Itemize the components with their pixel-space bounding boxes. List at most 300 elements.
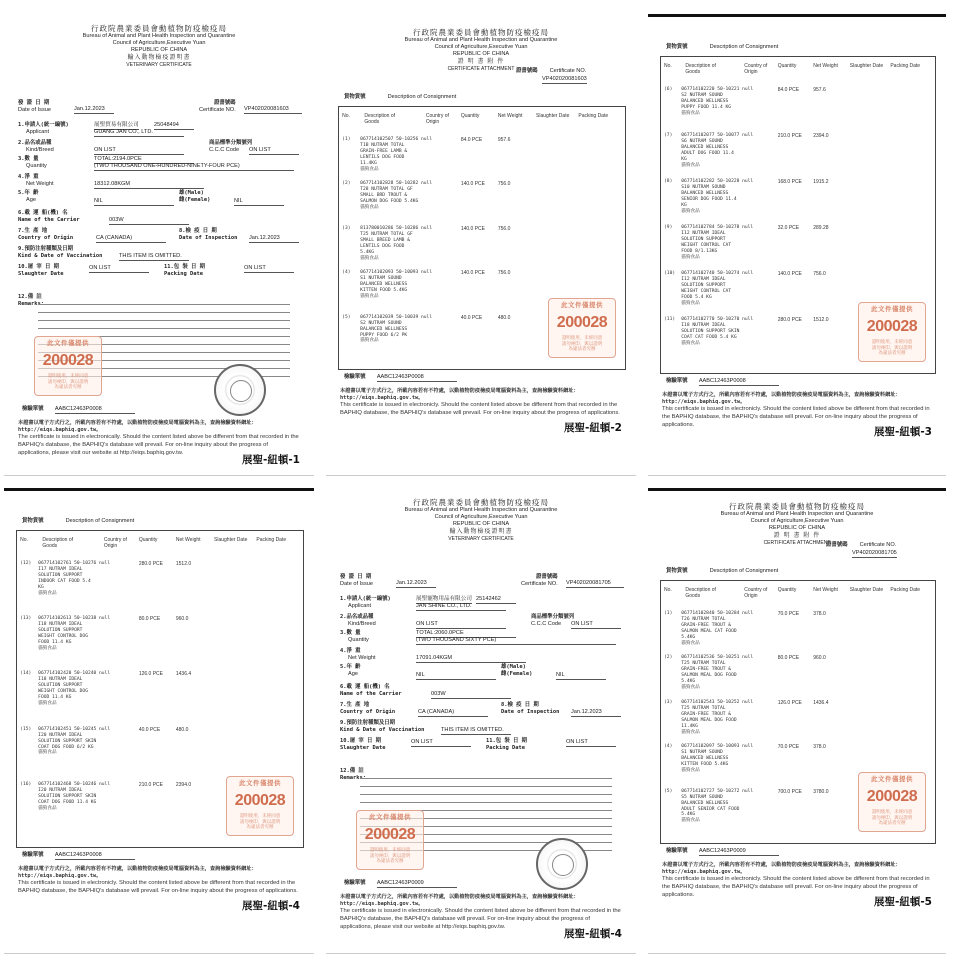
certificate-panel: [326, 488, 636, 954]
item-quantity: 80.0 PCE: [777, 655, 800, 662]
electronic-notice: [340, 388, 622, 418]
item-number: (7): [664, 133, 673, 138]
certificate-number: VP402020081603: [542, 76, 587, 82]
watermark-stamp: [858, 302, 926, 362]
bureau-name-zh: 行政院農業委員會動植物防疫檢疫局: [413, 498, 549, 507]
item-number: (9): [664, 225, 673, 230]
official-seal: [536, 838, 588, 890]
item-quantity: 140.0 PCE: [777, 271, 802, 277]
consignment-heading: [666, 44, 778, 51]
item-quantity: 70.0 PCE: [777, 611, 800, 617]
item-number: (2): [342, 181, 351, 187]
column-header-qty: Quantity: [777, 63, 797, 69]
column-header-no: No.: [664, 587, 672, 593]
ccc-label-zh: 商品標準分類號列: [209, 140, 253, 146]
reference-number: AABC12463P0008: [55, 406, 135, 414]
quantity-label: Quantity: [348, 637, 369, 643]
item-net-weight: 756.0: [497, 270, 511, 277]
attachment-title-en: CERTIFICATE ATTACHMENT: [447, 65, 515, 72]
reference-number-row: [22, 852, 135, 860]
consignment-label-en: Description of Consignment: [387, 94, 457, 100]
slaughter-label: 10.屠 宰 日 期 Slaughter Date: [340, 738, 386, 751]
certificate-number-row: [826, 542, 896, 549]
carrier-label: 6.載 運 船(機) 名 Name of the Carrier: [340, 684, 402, 697]
age-label-zh: 5.年 齡: [18, 190, 39, 196]
applicant-name-zh: 展聖貿易有限公司: [94, 122, 139, 128]
cert-no-label: Certificate NO.: [199, 107, 236, 113]
item-number: (4): [664, 744, 673, 750]
cert-no-label-zh: 證書號碼: [536, 574, 558, 580]
notice-en: This certificate is issued in electronicly. Should the content listed above be different from that recorded in the BAPHIQ database, the BAPHIQ's database will prevail. For on-line inquiry about the progress of applications.: [18, 880, 298, 894]
column-header-slaughter: Slaughter Date: [849, 587, 884, 593]
column-header-net: Net Weight: [497, 113, 523, 119]
item-number: (11): [664, 317, 676, 322]
cert-no-label: Certificate NO.: [521, 581, 558, 587]
inspection-date: Jan.12.2023: [571, 709, 621, 717]
item-net-weight: 480.0: [497, 314, 511, 321]
document-header: [326, 498, 636, 542]
certificate-title-zh: 輸入動物檢疫證明書: [449, 528, 513, 536]
item-number: (5): [664, 788, 673, 794]
electronic-notice: [18, 866, 300, 896]
certificate-number: VP402020081603: [244, 106, 302, 114]
consignment-label-zh: 貨物貨號: [22, 518, 44, 524]
country-of-origin: CA (CANADA): [418, 709, 488, 717]
item-net-weight: 957.6: [813, 87, 826, 93]
reference-number: AABC12463P0008: [699, 378, 779, 386]
panel-top-border: [648, 14, 946, 17]
column-header-desc: Description of Goods: [364, 113, 395, 126]
item-number: (15): [20, 726, 32, 732]
item-quantity: 84.0 PCE: [777, 87, 800, 93]
country-name: REPUBLIC OF CHINA: [768, 525, 826, 532]
item-description: 067714102840 50-10284 null T26 NUTRAM TOTAL GRAIN-FREE TROUT & SALMON MEAL CAT FOOD 5.4KG 貓狗食品: [681, 611, 754, 646]
bureau-name-zh: 行政院農業委員會動植物防疫檢疫局: [729, 502, 865, 511]
consignment-label-zh: 貨物貨號: [344, 94, 366, 100]
vaccination-value: THIS ITEM IS OMITTED.: [119, 253, 189, 261]
panel-top-border: [648, 488, 946, 491]
reference-number-row: [22, 406, 135, 414]
inspection-date: Jan.12.2023: [249, 235, 299, 243]
council-name: Council of Agriculture,Executive Yuan: [112, 40, 206, 47]
attachment-title-en: CERTIFICATE ATTACHMENT: [763, 539, 831, 546]
panel-bottom-border: [326, 475, 636, 476]
item-number: (4): [342, 270, 351, 276]
column-header-net: Net Weight: [813, 587, 838, 593]
item-description: 067714102451 50-10245 null I20 NUTRAM IDEAL SOLUTION SUPPORT SKIN COAT DOG FOOD 6/2 KG 貓狗食品: [38, 726, 111, 756]
column-header-country: Country of Origin: [425, 113, 449, 126]
column-header-desc: Description of Goods: [685, 63, 716, 76]
country-name: REPUBLIC OF CHINA: [130, 47, 188, 54]
age-label: Age: [26, 197, 36, 203]
kind-label-zh: 2.品名或品種: [340, 614, 374, 620]
item-quantity: 280.0 PCE: [777, 317, 802, 323]
origin-label: 7.生 產 地 Country of Origin: [340, 702, 396, 715]
item-quantity: 80.0 PCE: [138, 616, 161, 623]
notice-zh: 本證書以電子方式行之，所載內容若有不符處，以動植物防疫檢疫局電腦資料為主，查詢檢驗資料網址：http://eiqs.baphiq.gov.tw。: [18, 866, 257, 880]
item-net-weight: 1915.2: [813, 179, 829, 185]
item-number: (10): [664, 271, 676, 276]
item-description: 067714102097 50-10093 null S1 NUTRAM SOUND BALANCED WELLNESS KITTEN FOOD 5.4KG 貓狗食品: [681, 744, 754, 774]
item-description: 067714102784 50-10278 null I12 NUTRAM IDEAL SOLUTION SUPPORT WEIGHT CONTROL CAT FOOD 8/1.13KG 貓狗食品: [681, 225, 754, 260]
net-label-zh: 4.淨 重: [340, 648, 361, 654]
kind-value: ON LIST: [416, 621, 506, 629]
item-quantity: 32.0 PCE: [777, 225, 800, 231]
column-header-qty: Quantity: [138, 537, 158, 543]
watermark-stamp: [548, 298, 616, 358]
consignment-heading: [22, 518, 134, 525]
item-description: 067714102420 50-10240 null I18 NUTRAM IDEAL SOLUTION SUPPORT WEIGHT CONTROL DOG FOOD 11.4 KG 貓狗食品: [38, 671, 111, 707]
item-quantity: 168.0 PCE: [777, 179, 802, 185]
applicant-id: 25142462: [476, 596, 516, 604]
document-header: [326, 28, 636, 72]
carrier-name: 003W: [109, 217, 189, 225]
reference-number-row: [666, 848, 779, 856]
notice-en: This certificate is issued in electronicly. Should the content listed above be different from that recorded in the BAPHIQ database, the BAPHIQ's database will prevail. For on-line inquiry about the progress of applications.: [662, 406, 930, 428]
watermark-stamp: [34, 336, 102, 396]
item-description: 067714102761 50-10276 null I17 NUTRAM IDEAL SOLUTION SUPPORT INDOOR CAT FOOD 5.4 KG 貓狗食品: [38, 561, 111, 596]
stamp-number: 200028: [556, 314, 608, 332]
document-header: [4, 24, 314, 68]
consignment-heading: [666, 568, 778, 575]
certificate-panel: [648, 488, 946, 954]
item-net-weight: 3780.0: [813, 788, 829, 795]
item-net-weight: 960.0: [813, 655, 826, 662]
carrier-name: 003W: [431, 691, 511, 699]
column-header-packing: Packing Date: [256, 537, 287, 543]
panel-tag: 展聖-紐頓-4: [241, 900, 300, 912]
remarks-line: [360, 802, 612, 803]
reference-number-row: [344, 880, 457, 888]
attachment-title-zh: 證 明 書 附 件: [457, 58, 505, 66]
item-number: (2): [664, 655, 673, 661]
item-net-weight: 2394.0: [175, 781, 192, 788]
reference-label: 檢驗單號: [666, 848, 691, 854]
packing-label: 11.包 裝 日 期 Packing Date: [486, 738, 528, 751]
ccc-value: ON LIST: [249, 147, 299, 155]
notice-zh: 本證書以電子方式行之，所載內容若有不符處，以動植物防疫檢疫局電腦資料為主，查詢檢驗資料網址：http://eiqs.baphiq.gov.tw。: [662, 862, 901, 876]
net-label: Net Weight: [26, 181, 54, 187]
item-quantity: 210.0 PCE: [777, 133, 802, 139]
applicant-name-zh: 展聖寵物用品有限公司: [416, 596, 472, 602]
stamp-title: 此文件僅提供: [871, 776, 913, 783]
watermark-stamp: [356, 810, 424, 870]
panel-tag: 展聖-紐頓-3: [873, 426, 932, 438]
column-header-packing: Packing Date: [890, 587, 921, 593]
item-net-weight: 756.0: [497, 225, 511, 232]
watermark-stamp: [858, 772, 926, 832]
item-number: (5): [342, 314, 351, 320]
item-number: (16): [20, 781, 32, 787]
age-value: NIL: [416, 672, 496, 680]
item-net-weight: 1512.0: [813, 317, 829, 323]
item-description: 067714102039 50-10039 null S2 NUTRAM SOUND BALANCED WELLNESS PUPPY FOOD 6/2 PK 貓狗食品: [360, 314, 433, 344]
bureau-name-zh: 行政院農業委員會動植物防疫檢疫局: [91, 24, 227, 33]
bureau-name-en: Bureau of Animal and Plant Health Inspection and Quarantine: [82, 33, 236, 40]
certificate-panel: [4, 488, 314, 954]
item-description: 067714102220 50-10221 null S2 NUTRAM SOUND BALANCED WELLNESS PUPPY FOOD 11.4 KG 貓狗食品: [681, 87, 754, 116]
remarks-line: [360, 778, 612, 779]
stamp-number: 200028: [42, 352, 94, 370]
item-quantity: 280.0 PCE: [138, 561, 163, 567]
column-header-country: Country of Origin: [103, 537, 127, 550]
cert-no-label: Certificate NO.: [549, 68, 587, 74]
certificate-title-en: VETERINARY CERTIFICATE: [448, 535, 514, 542]
column-header-net: Net Weight: [813, 63, 838, 69]
item-number: (3): [664, 699, 673, 705]
stamp-number: 200028: [866, 318, 918, 336]
stamp-subtext: 證明使用，未經同意 請勿複印，與以證明 為違法者究辦: [871, 809, 913, 826]
electronic-notice: [662, 392, 932, 429]
panel-tag: 展聖-紐頓-1: [241, 454, 300, 466]
panel-bottom-border: [648, 475, 946, 476]
item-quantity: 126.0 PCE: [777, 699, 802, 706]
reference-label: 檢驗單號: [344, 374, 369, 380]
column-header-slaughter: Slaughter Date: [849, 63, 884, 69]
item-net-weight: 2394.0: [813, 133, 829, 139]
item-net-weight: 480.0: [175, 726, 189, 733]
stamp-subtext: 證明使用，未經同意 請勿複印，與以證明 為違法者究辦: [239, 813, 281, 830]
stamp-subtext: 證明使用，未經同意 請勿複印，與以證明 為違法者究辦: [561, 335, 603, 352]
carrier-label: 6.載 運 船(機) 名 Name of the Carrier: [18, 210, 80, 223]
country-name: REPUBLIC OF CHINA: [452, 521, 510, 528]
stamp-title: 此文件僅提供: [561, 302, 603, 309]
item-quantity: 40.0 PCE: [460, 314, 483, 321]
council-name: Council of Agriculture,Executive Yuan: [750, 518, 844, 525]
kind-value: ON LIST: [94, 147, 184, 155]
item-description: 067714102613 50-10238 null I18 NUTRAM IDEAL SOLUTION SUPPORT WEIGHT CONTROL DOG FOOD 11.4 KG 貓狗食品: [38, 616, 111, 652]
item-net-weight: 756.0: [497, 181, 511, 188]
sex-label: 雄(Male) 雌(Female): [501, 664, 533, 677]
vaccination-value: THIS ITEM IS OMITTED.: [441, 727, 511, 735]
column-header-qty: Quantity: [777, 587, 797, 593]
column-header-packing: Packing Date: [890, 63, 921, 69]
origin-label: 7.生 產 地 Country of Origin: [18, 228, 74, 241]
packing-label: 11.包 裝 日 期 Packing Date: [164, 264, 206, 277]
certificate-panel: [4, 14, 314, 476]
panel-top-border: [4, 488, 314, 491]
stamp-title: 此文件僅提供: [47, 340, 89, 347]
remarks-line: [38, 312, 290, 313]
column-header-packing: Packing Date: [578, 113, 609, 119]
item-description: 067714102077 50-10077 null S6 NUTRAM SOUND BALANCED WELLNESS ADULT DOG FOOD 11.4 KG 貓狗食品: [681, 133, 754, 168]
remarks-line: [360, 794, 612, 795]
panel-bottom-border: [326, 953, 636, 954]
item-description: 067714102282 50-10228 null S10 NUTRAM SOUND BALANCED WELLNESS SENIOR DOG FOOD 11.4 KG 貓狗食品: [681, 179, 754, 214]
item-description: 067714102507 50-10256 null T1B NUTRAM TOTAL GRAIN-FREE LAMB & LENTILS DOG FOOD 11.4KG 貓狗食品: [360, 137, 433, 172]
panel-tag: 展聖-紐頓-2: [563, 422, 622, 434]
column-header-country: Country of Origin: [744, 587, 768, 600]
date-of-issue: Jan.12.2023: [396, 580, 436, 588]
item-number: (6): [664, 87, 673, 92]
date-issue-label: Date of Issue: [340, 581, 373, 587]
vaccination-label: 9.預防注射種類及日期 Kind & Date of Vaccination: [18, 246, 103, 259]
certificate-panel: [648, 14, 946, 476]
column-header-no: No.: [664, 63, 672, 69]
item-quantity: 126.0 PCE: [138, 671, 163, 678]
consignment-label-zh: 貨物貨號: [666, 44, 688, 50]
net-label-zh: 4.淨 重: [18, 174, 39, 180]
kind-label: Kind/Breed: [26, 147, 54, 153]
reference-number: AABC12463P0009: [699, 848, 779, 856]
quantity-label: Quantity: [26, 163, 47, 169]
certificate-number: VP402020081705: [566, 580, 624, 588]
kind-label-zh: 2.品名或品種: [18, 140, 52, 146]
remarks-line: [360, 786, 612, 787]
sex-value: NIL: [234, 198, 284, 206]
panel-bottom-border: [648, 953, 946, 954]
reference-label: 檢驗單號: [22, 852, 47, 858]
item-description: 067714102828 50-10282 null T28 NUTRAM TOTAL GF SMALL BRD TROUT & SALMON DOG FOOD 5.4KG 貓狗食品: [360, 181, 433, 211]
inspect-label: 8.檢 疫 日 期 Date of Inspection: [179, 228, 238, 241]
column-header-desc: Description of Goods: [42, 537, 73, 550]
council-name: Council of Agriculture,Executive Yuan: [434, 44, 528, 51]
notice-zh: 本證書以電子方式行之，所載內容若有不符處，以動植物防疫檢疫局電腦資料為主，查詢檢驗資料網址：http://eiqs.baphiq.gov.tw。: [662, 392, 901, 406]
consignment-label-en: Description of Consignment: [709, 568, 779, 574]
item-description: 067714102093 50-10093 null S1 NUTRAM SOUND BALANCED WELLNESS KITTEN FOOD 5.4KG 貓狗食品: [360, 270, 433, 300]
column-header-no: No.: [342, 113, 350, 119]
column-header-no: No.: [20, 537, 28, 543]
bureau-name-en: Bureau of Animal and Plant Health Inspection and Quarantine: [404, 37, 558, 44]
kind-label: Kind/Breed: [348, 621, 376, 627]
certificate-number: VP402020081705: [852, 550, 897, 556]
attachment-title-zh: 證 明 書 附 件: [773, 532, 821, 540]
item-net-weight: 378.0: [813, 611, 826, 617]
ccc-label: C.C.C Code: [209, 147, 240, 153]
net-weight: 17091.04KGM: [416, 655, 526, 663]
item-number: (12): [20, 561, 32, 566]
item-quantity: 40.0 PCE: [138, 726, 161, 733]
remarks-line: [38, 320, 290, 321]
item-net-weight: 1436.4: [813, 699, 829, 706]
column-header-country: Country of Origin: [744, 63, 768, 76]
remarks-label: 12.備 註 Remarks:: [340, 768, 366, 781]
vaccination-label: 9.預防注射種類及日期 Kind & Date of Vaccination: [340, 720, 425, 733]
item-number: (1): [664, 611, 673, 616]
cert-no-label-zh: 證書號碼: [826, 542, 848, 548]
applicant-name: GUANG JAN CO., LTD.: [94, 129, 184, 137]
inspect-label: 8.檢 疫 日 期 Date of Inspection: [501, 702, 560, 715]
panel-tag: 展聖-紐頓-4: [563, 928, 622, 940]
consignment-heading: [344, 94, 456, 101]
cert-no-label-zh: 證書號碼: [516, 68, 538, 74]
notice-en: The certificate is issued in electronically. Should the content listed above be different from that recorded in the BAPHIQ's database, the BAPHIQ's database will prevail. For on-line inquiry about the progress of applications, please visit our website at http://eiqs.baphiq.gov.tw.: [18, 434, 299, 456]
item-quantity: 210.0 PCE: [138, 781, 163, 788]
quantity-label-zh: 3.數 量: [340, 630, 361, 636]
item-net-weight: 1436.4: [175, 671, 192, 678]
sex-value: NIL: [556, 672, 606, 680]
item-number: (13): [20, 616, 32, 622]
item-number: (1): [342, 137, 351, 142]
column-header-net: Net Weight: [175, 537, 201, 543]
remarks-label: 12.備 註 Remarks:: [18, 294, 44, 307]
applicant-label: Applicant: [26, 129, 50, 135]
packing-value: ON LIST: [566, 739, 616, 747]
notice-zh: 本證書以電子方式行之，所載內容若有不符處，以動植物防疫檢疫局電腦資料為主，查詢檢驗資料網址：http://eiqs.baphiq.gov.tw。: [340, 894, 579, 908]
reference-label: 檢驗單號: [22, 406, 47, 412]
certificate-title-zh: 輸入動物檢疫證明書: [127, 54, 191, 62]
item-net-weight: 1512.0: [175, 561, 192, 567]
slaughter-value: ON LIST: [89, 265, 149, 273]
electronic-notice: [662, 862, 932, 899]
slaughter-label: 10.屠 宰 日 期 Slaughter Date: [18, 264, 64, 277]
item-quantity: 70.0 PCE: [777, 744, 800, 751]
document-header: [648, 502, 946, 546]
bureau-name-zh: 行政院農業委員會動植物防疫檢疫局: [413, 28, 549, 37]
notice-en: This certificate is issued in electronicly. Should the content listed above be different from that recorded in the BAPHIQ database, the BAPHIQ's database will prevail. For on-line inquiry about the progress of applications.: [662, 876, 930, 898]
reference-number-row: [344, 374, 457, 382]
item-number: (3): [342, 225, 351, 231]
column-header-desc: Description of Goods: [685, 587, 716, 600]
item-description: 067714102536 50-10251 null T25 NUTRAM TOTAL GRAIN-FREE TROUT & SALMON MEAL DOG FOOD 5.4KG 貓狗食品: [681, 655, 754, 691]
stamp-number: 200028: [364, 826, 416, 844]
stamp-subtext: 證明使用，未經同意 請勿複印，與以證明 為違法者究辦: [871, 339, 913, 356]
notice-zh: 本證書以電子方式行之，所載內容若有不符處，以動植物防疫檢疫局電腦資料為主，查詢檢驗資料網址：http://eiqs.baphiq.gov.tw。: [340, 388, 579, 402]
stamp-title: 此文件僅提供: [871, 306, 913, 313]
reference-number-row: [666, 378, 779, 386]
consignment-label-en: Description of Consignment: [65, 518, 135, 524]
notice-en: The certificate is issued in electronically. Should the content listed above be different from that recorded in the BAPHIQ's database, the BAPHIQ's database will prevail. For on-line inquiry about the progress of applications, please visit our website at http://eiqs.baphiq.gov.tw.: [340, 908, 621, 930]
country-of-origin: CA (CANADA): [96, 235, 166, 243]
reference-label: 檢驗單號: [344, 880, 369, 886]
applicant-label-zh: 1.申請人(統一編號): [18, 122, 69, 128]
stamp-number: 200028: [866, 788, 918, 806]
bureau-name-en: Bureau of Animal and Plant Health Inspection and Quarantine: [404, 507, 558, 514]
item-net-weight: 756.0: [813, 271, 826, 277]
panel-tag: 展聖-紐頓-5: [873, 896, 932, 908]
quantity-total: TOTAL:2194.0PCE: [94, 156, 194, 164]
quantity-words: (TWO THOUSAND ONE-HUNDRED-NINETY-FOUR PCE): [94, 163, 294, 171]
applicant-label: Applicant: [348, 603, 372, 609]
item-net-weight: 957.6: [497, 137, 511, 143]
quantity-total: TOTAL:2060.0PCE: [416, 630, 516, 638]
item-net-weight: 960.0: [175, 616, 189, 623]
date-issue-label-zh: 發 證 日 期: [340, 574, 372, 580]
stamp-title: 此文件僅提供: [369, 814, 411, 821]
certificate-title-en: VETERINARY CERTIFICATE: [126, 61, 192, 68]
slaughter-value: ON LIST: [411, 739, 471, 747]
notice-zh: 本證書以電子方式行之，所載內容若有不符處，以動植物防疫檢疫局電腦資料為主，查詢檢驗資料網址：http://eiqs.baphiq.gov.tw。: [18, 420, 257, 434]
official-seal: [214, 364, 266, 416]
reference-number: AABC12463P0009: [377, 880, 457, 888]
ccc-label-zh: 商品標準分類號列: [531, 614, 575, 620]
watermark-stamp: [226, 776, 294, 836]
country-name: REPUBLIC OF CHINA: [452, 51, 510, 58]
date-issue-label-zh: 發 證 日 期: [18, 100, 50, 106]
sex-label: 雄(Male) 雌(Female): [179, 190, 211, 203]
cert-no-label: Certificate NO.: [859, 542, 897, 548]
column-header-slaughter: Slaughter Date: [536, 113, 570, 119]
item-description: 067714102740 50-10274 null I12 NUTRAM IDEAL SOLUTION SUPPORT WEIGHT CONTROL CAT FOOD 5.4 KG 貓狗食品: [681, 271, 754, 306]
item-net-weight: 378.0: [813, 744, 826, 751]
item-description: 067714102727 50-10272 null S5 NUTRAM SOUND BALANCED WELLNESS ADULT SENIOR CAT FOOD 5.4KG 貓狗食品: [681, 788, 754, 824]
item-quantity: 700.0 PCE: [777, 788, 802, 795]
item-quantity: 84.0 PCE: [460, 137, 483, 143]
applicant-label-zh: 1.申請人(統一編號): [340, 596, 391, 602]
item-description: 813780010286 50-10286 null T25 NUTRAM TOTAL GF SMALL BREED LAMB & LENTILS DOG FOOD 5.4KG 貓狗食品: [360, 225, 433, 261]
remarks-line: [38, 304, 290, 305]
age-label-zh: 5.年 齡: [340, 664, 361, 670]
cert-no-label-zh: 證書號碼: [214, 100, 236, 106]
bureau-name-en: Bureau of Animal and Plant Health Inspection and Quarantine: [720, 511, 874, 518]
item-number: (8): [664, 179, 673, 184]
stamp-subtext: 證明使用，未經同意 請勿複印，與以證明 為違法者究辦: [369, 847, 411, 864]
net-weight: 18312.08KGM: [94, 181, 204, 189]
net-label: Net Weight: [348, 655, 376, 661]
reference-label: 檢驗單號: [666, 378, 691, 384]
reference-number: AABC12463P0008: [55, 852, 135, 860]
applicant-id: 25048494: [154, 122, 194, 130]
